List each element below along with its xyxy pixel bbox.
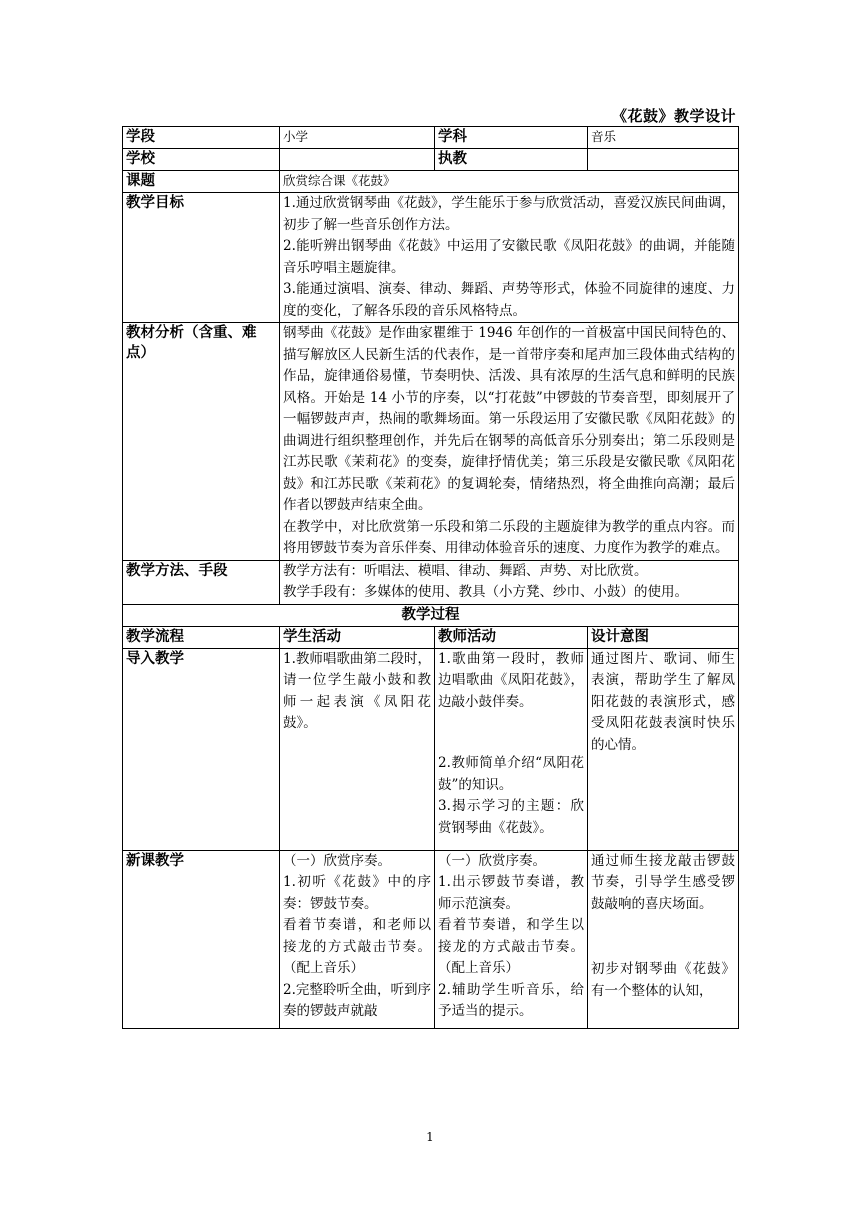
spacer (438, 713, 584, 753)
new-intent (588, 850, 739, 1028)
analysis-label: 教材分析（含重、难点） (123, 323, 280, 561)
teacher-activity: 1.歌曲第一段时，教师边唱歌曲《凤阳花鼓》，边敲小鼓伴奏。 (438, 650, 584, 710)
info-row-stage (123, 127, 739, 149)
teacher-activity: 2.辅助学生听音乐，给予适当的提示。 (438, 981, 584, 1019)
subject-label: 学科 (435, 127, 588, 149)
process-header-row (123, 626, 739, 648)
teacher-activity: 3.揭示学习的主题：欣赏钢琴曲《花鼓》。 (438, 798, 584, 836)
spacer (591, 915, 735, 959)
header-student: 学生活动 (280, 626, 435, 648)
goal-item: 3.能通过演唱、演奏、律动、舞蹈、声势等形式，体验不同旋律的速度、力度的变化，了解各乐段的音乐风格特点。 (283, 281, 735, 319)
stage-label: 学段 (123, 127, 280, 149)
header-intent: 设计意图 (588, 626, 739, 648)
document-title: 《花鼓》教学设计 (611, 107, 736, 125)
school-label: 学校 (123, 149, 280, 171)
analysis-row (123, 323, 739, 561)
header-stage: 教学流程 (123, 626, 280, 648)
methods-row (123, 560, 739, 604)
topic-value: 欣赏综合课《花鼓》 (280, 171, 739, 193)
intro-intent (588, 648, 739, 850)
design-intent: 通过图片、歌词、师生表演，帮助学生了解凤阳花鼓的表演形式，感受凤阳花鼓表演时快乐的心情。 (591, 650, 735, 753)
intro-stage: 导入教学 (123, 648, 280, 850)
new-student (280, 850, 435, 1028)
stage-value: 小学 (280, 127, 435, 149)
goals-content (280, 193, 739, 323)
new-teacher (435, 850, 588, 1028)
intro-row (123, 648, 739, 850)
teacher-activity: （一）欣赏序奏。 (438, 852, 546, 869)
teacher-activity: 2.教师简单介绍“凤阳花鼓”的知识。 (438, 755, 584, 793)
teacher-activity: 看着节奏谱，和学生以接龙的方式敲击节奏。（配上音乐） (438, 917, 584, 976)
goal-item: 1.通过欣赏钢琴曲《花鼓》，学生能乐于参与欣赏活动，喜爱汉族民间曲调，初步了解一些音乐创作方法。 (283, 195, 735, 233)
student-activity: 看着节奏谱，和老师以接龙的方式敲击节奏。（配上音乐） (283, 917, 431, 976)
analysis-paragraph: 在教学中，对比欣赏第一乐段和第二乐段的主题旋律为教学的重点内容。而将用锣鼓节奏为音乐伴奏、用律动体验音乐的速度、力度作为教学的难点。 (283, 518, 735, 556)
methods-content (280, 560, 739, 604)
teacher-label: 执教 (435, 149, 588, 171)
methods-label: 教学方法、手段 (123, 560, 280, 604)
goal-item: 2.能听辨出钢琴曲《花鼓》中运用了安徽民歌《凤阳花鼓》的曲调，并能随音乐哼唱主题旋律。 (283, 238, 735, 276)
method-line: 教学方法有：听唱法、模唱、律动、舞蹈、声势、对比欣赏。 (283, 562, 648, 579)
analysis-paragraph: 钢琴曲《花鼓》是作曲家瞿维于 1946 年创作的一首极富中国民间特色的、描写解放区人民新生活的代表作，是一首带序奏和尾声加三段体曲式结构的作品，旋律通俗易懂，节奏明快、活泼、具有浓厚的生活气息和鲜明的民族风格。开始是 14 小节的序奏，以“打花鼓”中锣鼓的节奏音型，即刻展开了一幅锣鼓声声，热闹的歌舞场面。第一乐段运用了安徽民歌《凤阳花鼓》的曲调进行组织整理创作，并先后在钢琴的高低音乐分别奏出；第二乐段则是江苏民歌《茉莉花》的变奏，旋律抒情优美；第三乐段是安徽民歌《凤阳花鼓》和江苏民歌《茉莉花》的复调轮奏，情绪热烈，将全曲推向高潮；最后作者以锣鼓声结束全曲。 (283, 325, 735, 513)
process-title: 教学过程 (123, 604, 739, 626)
analysis-content (280, 323, 739, 561)
design-intent: 通过师生接龙敲击锣鼓节奏，引导学生感受锣鼓敲响的喜庆场面。 (591, 852, 735, 912)
student-activity: 1.初听《花鼓》中的序奏：锣鼓节奏。 (283, 874, 431, 912)
teacher-value (588, 149, 739, 171)
student-activity: 1.教师唱歌曲第二段时，请一位学生敲小鼓和教师一起表演《凤阳花鼓》。 (283, 650, 431, 731)
info-row-topic (123, 171, 739, 193)
intro-teacher (435, 648, 588, 850)
method-line: 教学手段有：多媒体的使用、教具（小方凳、纱巾、小鼓）的使用。 (283, 584, 688, 600)
lesson-plan-table (122, 126, 739, 1029)
topic-label: 课题 (123, 171, 280, 193)
process-title-row (123, 604, 739, 626)
new-lesson-row (123, 850, 739, 1028)
school-value (280, 149, 435, 171)
subject-value: 音乐 (588, 127, 739, 149)
student-activity: 2.完整聆听全曲，听到序奏的锣鼓声就敲 (283, 981, 431, 1019)
teacher-activity: 1.出示锣鼓节奏谱，教师示范演奏。 (438, 874, 584, 912)
page-number: 1 (426, 1130, 434, 1144)
student-activity: （一）欣赏序奏。 (283, 852, 391, 869)
new-stage: 新课教学 (123, 850, 280, 1028)
header-teacher: 教师活动 (435, 626, 588, 648)
info-row-school (123, 149, 739, 171)
design-intent: 初步对钢琴曲《花鼓》有一个整体的认知， (591, 961, 735, 999)
goals-row (123, 193, 739, 323)
intro-student (280, 648, 435, 850)
goals-label: 教学目标 (123, 193, 280, 323)
